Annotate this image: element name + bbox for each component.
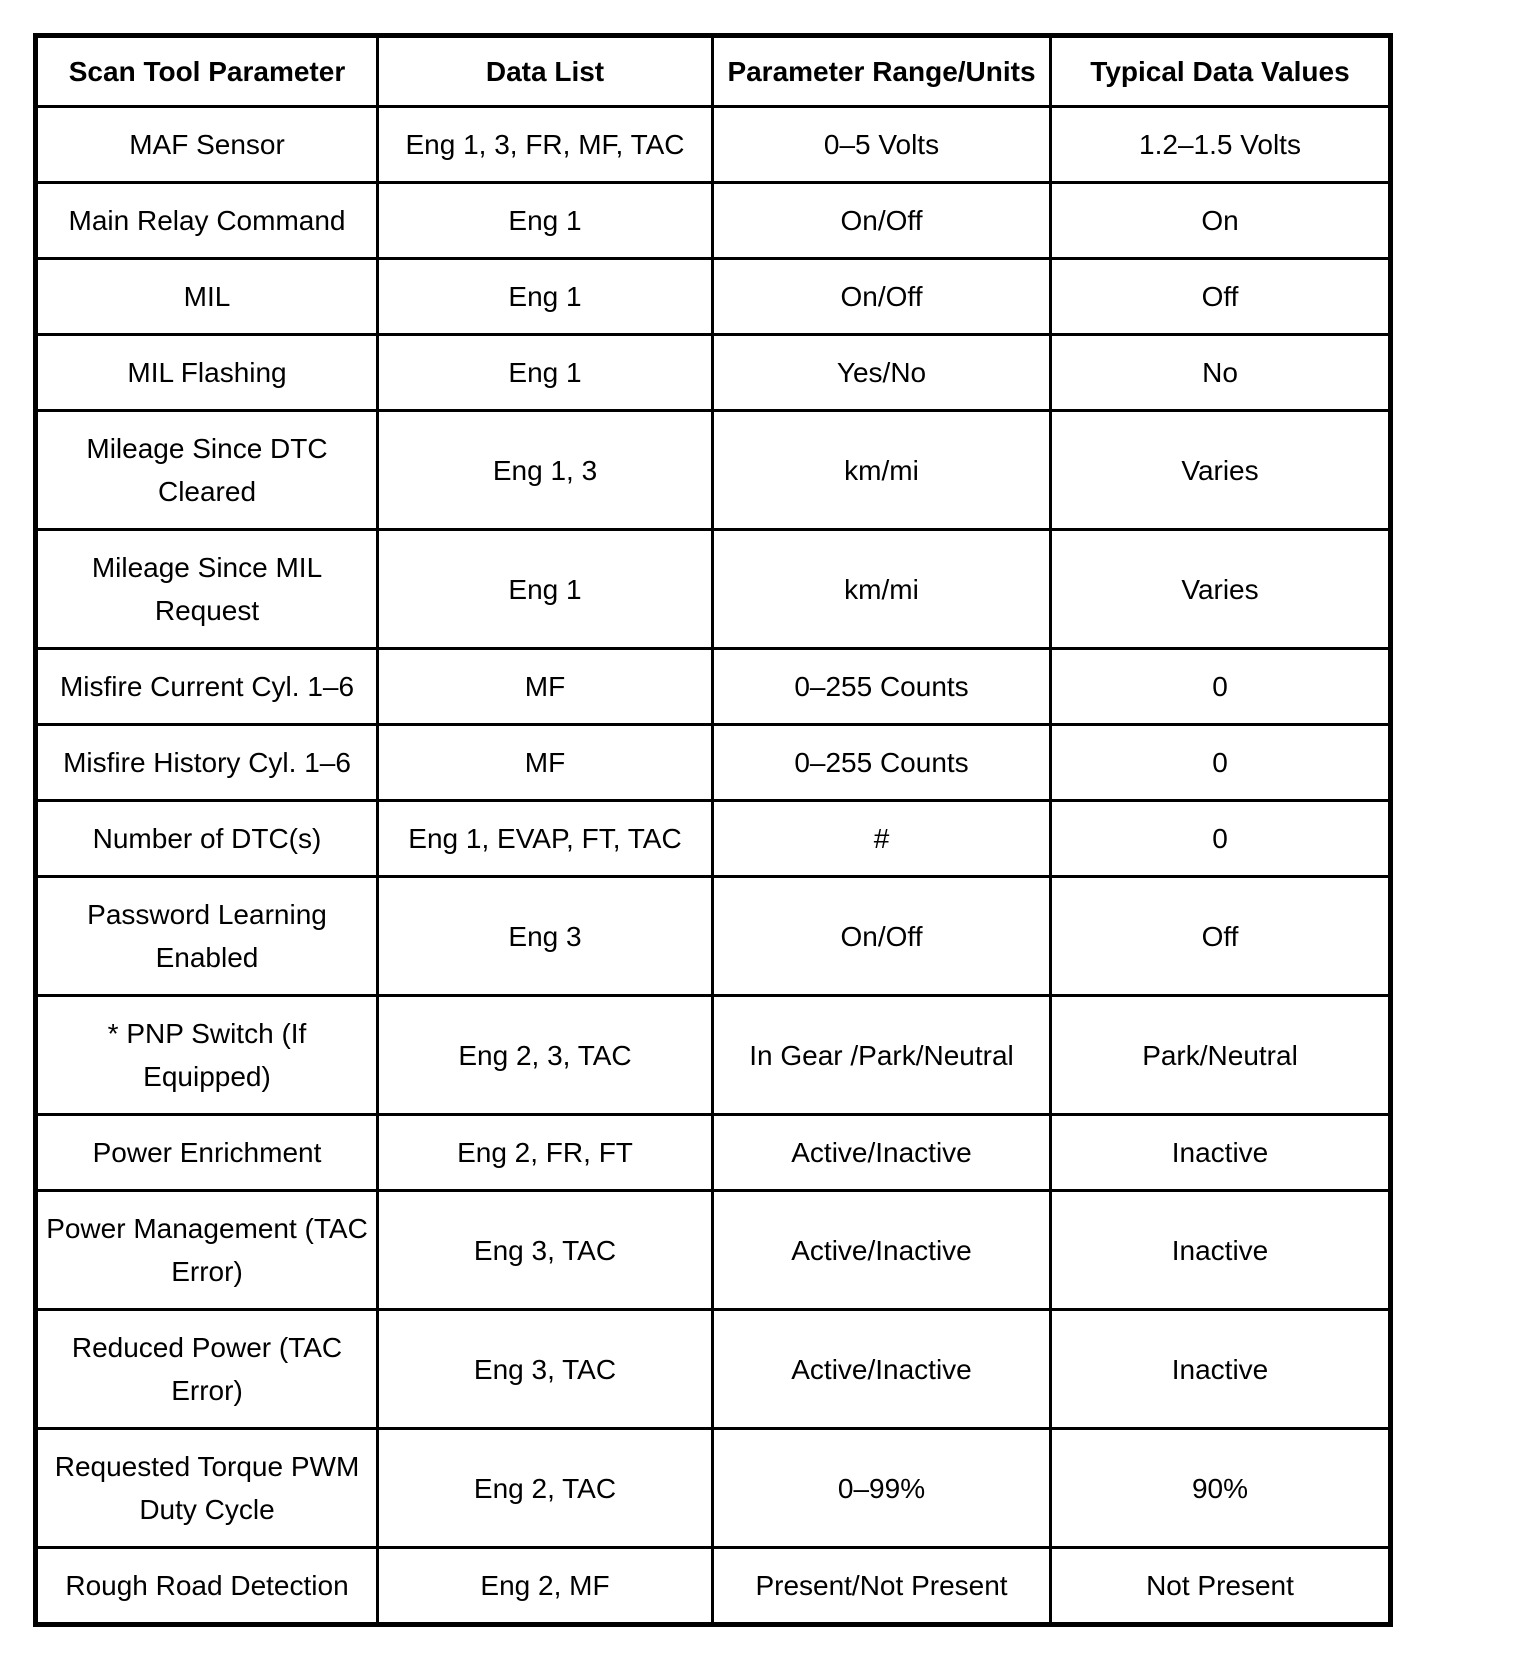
table-cell: 0–5 Volts — [713, 107, 1051, 183]
table-row — [36, 530, 1391, 649]
table-row — [36, 1115, 1391, 1191]
table-cell: Eng 1 — [378, 259, 713, 335]
table-cell: Eng 3, TAC — [378, 1310, 713, 1429]
table-cell: Inactive — [1051, 1115, 1391, 1191]
header-row — [36, 36, 1391, 107]
table-cell: Eng 1 — [378, 335, 713, 411]
table-cell: Present/Not Present — [713, 1548, 1051, 1625]
table-cell: Off — [1051, 259, 1391, 335]
table-cell: Active/Inactive — [713, 1115, 1051, 1191]
table-header — [36, 36, 1391, 107]
table-cell: Requested Torque PWM Duty Cycle — [36, 1429, 378, 1548]
table-cell: 90% — [1051, 1429, 1391, 1548]
table-cell: * PNP Switch (If Equipped) — [36, 996, 378, 1115]
table-cell: Eng 3, TAC — [378, 1191, 713, 1310]
col-header-parameter-range-units: Parameter Range/Units — [713, 36, 1051, 107]
table-cell: Power Management (TAC Error) — [36, 1191, 378, 1310]
table-cell: Eng 2, TAC — [378, 1429, 713, 1548]
table-cell: # — [713, 801, 1051, 877]
table-cell: Inactive — [1051, 1191, 1391, 1310]
table-cell: MF — [378, 649, 713, 725]
table-cell: On/Off — [713, 183, 1051, 259]
table-cell: Active/Inactive — [713, 1191, 1051, 1310]
table-row — [36, 183, 1391, 259]
table-cell: No — [1051, 335, 1391, 411]
table-cell: 0 — [1051, 725, 1391, 801]
table-cell: 0–255 Counts — [713, 725, 1051, 801]
table-cell: On — [1051, 183, 1391, 259]
table-cell: 1.2–1.5 Volts — [1051, 107, 1391, 183]
table-cell: km/mi — [713, 530, 1051, 649]
table-cell: Active/Inactive — [713, 1310, 1051, 1429]
table-cell: Eng 1 — [378, 183, 713, 259]
table-cell: Mileage Since DTC Cleared — [36, 411, 378, 530]
table-cell: Park/Neutral — [1051, 996, 1391, 1115]
table-row — [36, 877, 1391, 996]
table-body — [36, 107, 1391, 1625]
table-cell: Eng 1, 3, FR, MF, TAC — [378, 107, 713, 183]
scan-tool-parameter-table — [33, 33, 1393, 1627]
table-cell: Eng 1 — [378, 530, 713, 649]
table-cell: Eng 2, FR, FT — [378, 1115, 713, 1191]
table-cell: 0–99% — [713, 1429, 1051, 1548]
table-row — [36, 259, 1391, 335]
table-cell: MAF Sensor — [36, 107, 378, 183]
table-cell: 0–255 Counts — [713, 649, 1051, 725]
table-cell: Mileage Since MIL Request — [36, 530, 378, 649]
col-header-typical-data-values: Typical Data Values — [1051, 36, 1391, 107]
table-row — [36, 335, 1391, 411]
table-cell: Misfire Current Cyl. 1–6 — [36, 649, 378, 725]
table-cell: Reduced Power (TAC Error) — [36, 1310, 378, 1429]
table-cell: Eng 1, 3 — [378, 411, 713, 530]
table-cell: 0 — [1051, 649, 1391, 725]
table-row — [36, 1310, 1391, 1429]
table-row — [36, 649, 1391, 725]
table-cell: Main Relay Command — [36, 183, 378, 259]
table-row — [36, 801, 1391, 877]
table-cell: km/mi — [713, 411, 1051, 530]
table-cell: Eng 3 — [378, 877, 713, 996]
table-cell: Varies — [1051, 411, 1391, 530]
table-cell: Yes/No — [713, 335, 1051, 411]
table-row — [36, 996, 1391, 1115]
col-header-data-list: Data List — [378, 36, 713, 107]
table-cell: 0 — [1051, 801, 1391, 877]
table-cell: In Gear /Park/Neutral — [713, 996, 1051, 1115]
table-cell: On/Off — [713, 877, 1051, 996]
table-row — [36, 1548, 1391, 1625]
table-cell: Password Learning Enabled — [36, 877, 378, 996]
table-cell: MF — [378, 725, 713, 801]
table-cell: Off — [1051, 877, 1391, 996]
table-row — [36, 1429, 1391, 1548]
table-row — [36, 1191, 1391, 1310]
table-row — [36, 107, 1391, 183]
table-cell: Number of DTC(s) — [36, 801, 378, 877]
table-cell: Inactive — [1051, 1310, 1391, 1429]
table-cell: On/Off — [713, 259, 1051, 335]
table-cell: MIL Flashing — [36, 335, 378, 411]
table-cell: Varies — [1051, 530, 1391, 649]
table-cell: Rough Road Detection — [36, 1548, 378, 1625]
table-cell: Power Enrichment — [36, 1115, 378, 1191]
table-row — [36, 411, 1391, 530]
table-cell: Eng 1, EVAP, FT, TAC — [378, 801, 713, 877]
table-cell: Misfire History Cyl. 1–6 — [36, 725, 378, 801]
table-cell: Eng 2, 3, TAC — [378, 996, 713, 1115]
table-cell: Eng 2, MF — [378, 1548, 713, 1625]
table-row — [36, 725, 1391, 801]
table-cell: Not Present — [1051, 1548, 1391, 1625]
table-cell: MIL — [36, 259, 378, 335]
col-header-scan-tool-parameter: Scan Tool Parameter — [36, 36, 378, 107]
